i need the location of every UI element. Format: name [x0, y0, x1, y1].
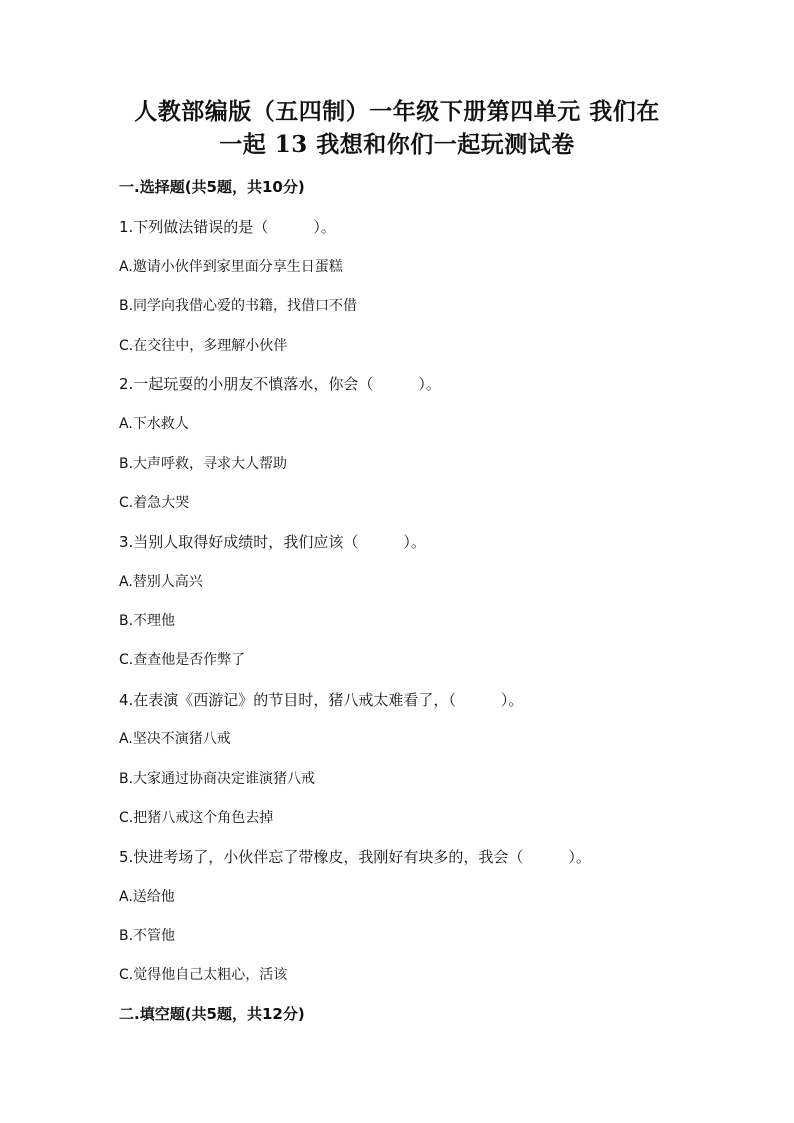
- question-1-option-c: C.在交往中，多理解小伙伴: [119, 338, 288, 354]
- question-2-option-c: C.着急大哭: [119, 495, 190, 511]
- section-heading-multiple-choice: 一.选择题(共5题，共10分): [119, 178, 305, 196]
- question-5-option-c: C.觉得他自己太粗心，活该: [119, 967, 288, 983]
- question-5-stem: 5.快进考场了，小伙伴忘了带橡皮，我刚好有块多的，我会（ ）。: [119, 848, 591, 866]
- question-1-stem: 1.下列做法错误的是（ ）。: [119, 218, 336, 236]
- section-heading-fill-in-blank: 二.填空题(共5题，共12分): [119, 1005, 305, 1023]
- question-4-option-c: C.把猪八戒这个角色去掉: [119, 810, 274, 826]
- question-2-option-b: B.大声呼救，寻求大人帮助: [119, 456, 288, 472]
- question-1-option-a: A.邀请小伙伴到家里面分享生日蛋糕: [119, 259, 343, 275]
- question-5-option-b: B.不管他: [119, 928, 176, 944]
- question-3-stem: 3.当别人取得好成绩时，我们应该（ ）。: [119, 533, 426, 551]
- question-3-option-a: A.替别人高兴: [119, 574, 203, 590]
- question-2-option-a: A.下水救人: [119, 416, 189, 432]
- question-4-option-b: B.大家通过协商决定谁演猪八戒: [119, 771, 316, 787]
- question-5-option-a: A.送给他: [119, 889, 175, 905]
- question-4-option-a: A.坚决不演猪八戒: [119, 731, 231, 747]
- question-4-stem: 4.在表演《西游记》的节目时，猪八戒太难看了，（ ）。: [119, 691, 524, 709]
- document-title-line-2: 一起 13 我想和你们一起玩测试卷: [219, 131, 575, 158]
- question-2-stem: 2.一起玩耍的小朋友不慎落水，你会（ ）。: [119, 375, 441, 393]
- question-1-option-b: B.同学向我借心爱的书籍，找借口不借: [119, 298, 358, 314]
- question-3-option-c: C.查查他是否作弊了: [119, 652, 246, 668]
- document-title-line-1: 人教部编版（五四制）一年级下册第四单元 我们在: [134, 98, 660, 125]
- question-3-option-b: B.不理他: [119, 613, 176, 629]
